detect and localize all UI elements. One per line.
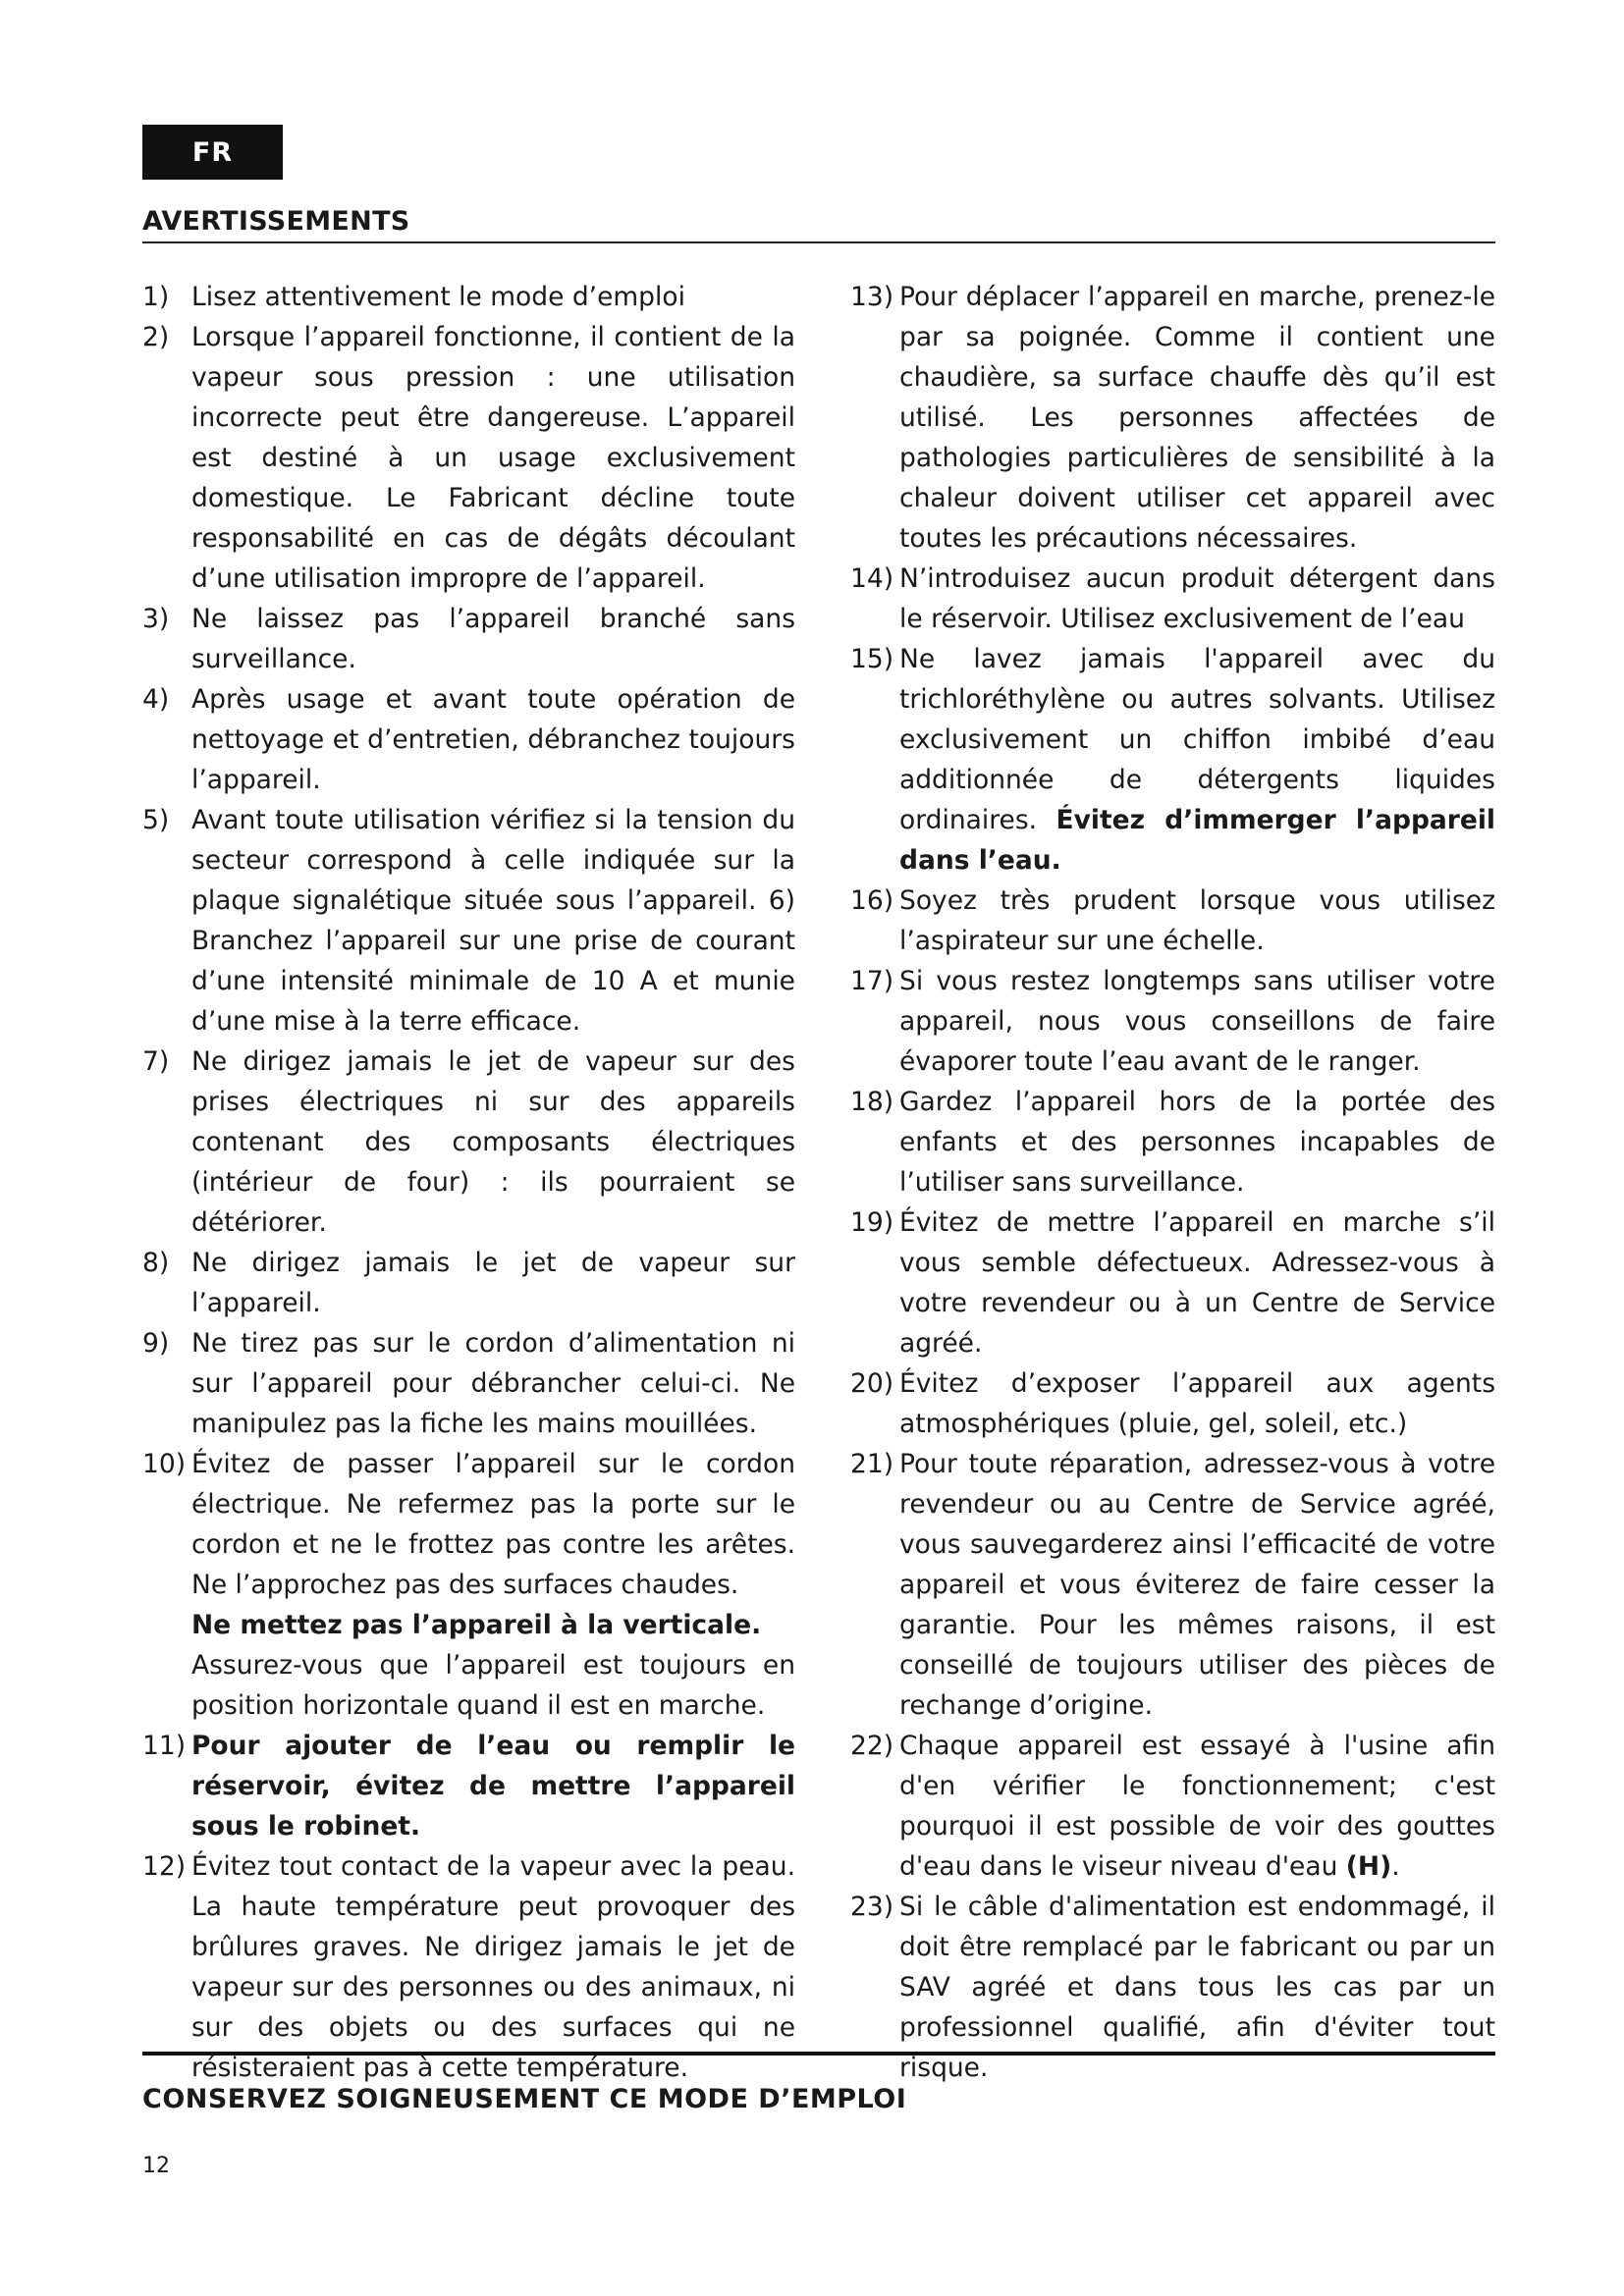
warning-item: [850, 639, 1495, 881]
footer-title: CONSERVEZ SOIGNEUSEMENT CE MODE D’EMPLOI: [142, 2084, 907, 2114]
item-number: 22): [850, 1731, 894, 1761]
item-end: .: [1391, 1851, 1400, 1882]
language-badge: FR: [142, 125, 283, 180]
warning-item: [850, 1726, 1495, 1887]
item-text: Gardez l’appareil hors de la portée des enfants et des personnes incapables de l’utiliser sans surveillance.: [899, 1087, 1495, 1198]
item-number: 16): [850, 885, 894, 916]
item-text: Après usage et avant toute opération de nettoyage et d’entretien, débranchez toujours l’appareil.: [191, 684, 795, 795]
warning-item: [142, 599, 795, 679]
item-body: [899, 1726, 1495, 1887]
item-text: Si vous restez longtemps sans utiliser votre appareil, nous vous conseillons de faire évaporer toute l’eau avant de le ranger.: [899, 966, 1495, 1077]
section-title: AVERTISSEMENTS: [142, 206, 410, 237]
item-number: 14): [850, 563, 894, 594]
item-text: Pour déplacer l’appareil en marche, prenez-le par sa poignée. Comme il contient une chaudière, sa surface chauffe dès qu’il est utilisé. Les personnes affectées de pathologies particulières de sensibilité à la chaleur doivent utiliser cet appareil avec toutes les précautions nécessaires.: [899, 282, 1495, 554]
item-number: 9): [142, 1328, 170, 1359]
warning-item: [850, 881, 1495, 961]
item-number: 15): [850, 644, 894, 674]
item-text: Pour toute réparation, adressez-vous à votre revendeur ou au Centre de Service agréé, vous sauvegarderez ainsi l’efficacité de votre appareil et vous éviterez de faire cesser la garantie. Pour les mêmes raisons, il est conseillé de toujours utiliser des pièces de rechange d’origine.: [899, 1449, 1495, 1721]
warning-item: [142, 800, 795, 1041]
item-text: Ne dirigez jamais le jet de vapeur sur des prises électriques ni sur des appareils contenant des composants électriques (intérieur de four) : ils pourraient se détériorer.: [191, 1046, 795, 1238]
page-number: 12: [142, 2154, 170, 2178]
warning-item: [850, 1082, 1495, 1202]
warnings-right-column: [850, 277, 1495, 2088]
item-number: 21): [850, 1449, 894, 1479]
item-text: Ne dirigez jamais le jet de vapeur sur l’appareil.: [191, 1248, 795, 1318]
warnings-left-column: [142, 277, 795, 2088]
item-number: 7): [142, 1046, 170, 1077]
item-text: Évitez d’exposer l’appareil aux agents atmosphériques (pluie, gel, soleil, etc.): [899, 1368, 1495, 1439]
warning-item: [142, 277, 795, 317]
item-text: Chaque appareil est essayé à l'usine afin d'en vérifier le fonctionnement; c'est pourquoi il est possible de voir des gouttes d'eau dans le viseur niveau d'eau: [899, 1731, 1495, 1882]
item-text: Si le câble d'alimentation est endommagé, il doit être remplacé par le fabricant ou par un SAV agréé et dans tous les cas par un professionnel qualifié, afin d'éviter tout risque.: [899, 1892, 1495, 2083]
item-emphasis: Évitez d’immerger l’appareil dans l’eau.: [899, 805, 1495, 876]
item-text: Ne tirez pas sur le cordon d’alimentation ni sur l’appareil pour débrancher celui-ci. Ne manipulez pas la fiche les mains mouillées.: [191, 1328, 795, 1439]
item-number: 11): [142, 1731, 187, 1761]
item-text: Ne laissez pas l’appareil branché sans surveillance.: [191, 604, 795, 674]
item-number: 5): [142, 805, 170, 835]
warning-item: [142, 1444, 795, 1726]
warning-item: [142, 317, 795, 599]
item-text: Évitez de passer l’appareil sur le cordon électrique. Ne refermez pas la porte sur le cordon et ne le frottez pas contre les arêtes. Ne l’approchez pas des surfaces chaudes.: [191, 1449, 795, 1600]
item-number: 13): [850, 282, 894, 312]
item-number: 1): [142, 282, 170, 312]
item-number: 8): [142, 1248, 170, 1278]
item-number: 23): [850, 1892, 894, 1922]
item-number: 12): [142, 1851, 187, 1882]
item-number: 10): [142, 1449, 187, 1479]
item-number: 18): [850, 1087, 894, 1117]
warning-item: [850, 1887, 1495, 2088]
item-text: Lisez attentivement le mode d’emploi: [191, 282, 685, 312]
warning-item: [850, 559, 1495, 639]
item-number: 4): [142, 684, 170, 715]
warning-item: [142, 679, 795, 800]
item-text: Soyez très prudent lorsque vous utilisez l’aspirateur sur une échelle.: [899, 885, 1495, 956]
warning-item: [850, 1202, 1495, 1363]
warning-item: [850, 1444, 1495, 1726]
item-number: 17): [850, 966, 894, 996]
title-divider: [142, 241, 1495, 243]
item-number: 2): [142, 322, 170, 352]
item-emphasis: Ne mettez pas l’appareil à la verticale.: [191, 1610, 762, 1640]
item-text-extra: Assurez-vous que l’appareil est toujours en position horizontale quand il est en marche.: [191, 1650, 795, 1721]
item-body: [191, 1444, 795, 1726]
warning-item: [142, 1041, 795, 1243]
item-text: Lorsque l’appareil fonctionne, il contient de la vapeur sous pression : une utilisation incorrecte peut être dangereuse. L’appareil est destiné à un usage exclusivement domestique. Le Fabricant décline toute responsabilité en cas de dégâts découlant d’une utilisation impropre de l’appareil.: [191, 322, 795, 594]
item-emphasis: Pour ajouter de l’eau ou remplir le réservoir, évitez de mettre l’appareil sous le robinet.: [191, 1731, 795, 1842]
item-number: 3): [142, 604, 170, 634]
item-number: 20): [850, 1368, 894, 1399]
item-number: 19): [850, 1207, 894, 1238]
warning-item: [850, 277, 1495, 559]
item-text: Évitez de mettre l’appareil en marche s’il vous semble défectueux. Adressez-vous à votre revendeur ou à un Centre de Service agréé.: [899, 1207, 1495, 1359]
warning-item: [850, 961, 1495, 1082]
item-body: [899, 639, 1495, 881]
item-text: Évitez tout contact de la vapeur avec la peau. La haute température peut provoquer des brûlures graves. Ne dirigez jamais le jet de vapeur sur des personnes ou des animaux, ni sur des objets ou des surfaces qui ne résisteraient pas à cette température.: [191, 1851, 795, 2083]
item-text: Avant toute utilisation vérifiez si la tension du secteur correspond à celle indiquée sur la plaque signalétique située sous l’appareil. 6) Branchez l’appareil sur une prise de courant d’une intensité minimale de 10 A et munie d’une mise à la terre efficace.: [191, 805, 795, 1037]
item-text: N’introduisez aucun produit détergent dans le réservoir. Utilisez exclusivement de l’eau: [899, 563, 1495, 634]
warning-item: [850, 1363, 1495, 1444]
part-reference: (H): [1345, 1851, 1392, 1882]
footer-divider: [142, 2052, 1495, 2056]
item-text: Ne lavez jamais l'appareil avec du trichloréthylène ou autres solvants. Utilisez exclusivement un chiffon imbibé d’eau additionnée de détergents liquides ordinaires.: [899, 644, 1495, 835]
warning-item: [142, 1726, 795, 1846]
warning-item: [142, 1243, 795, 1323]
warning-item: [142, 1323, 795, 1444]
